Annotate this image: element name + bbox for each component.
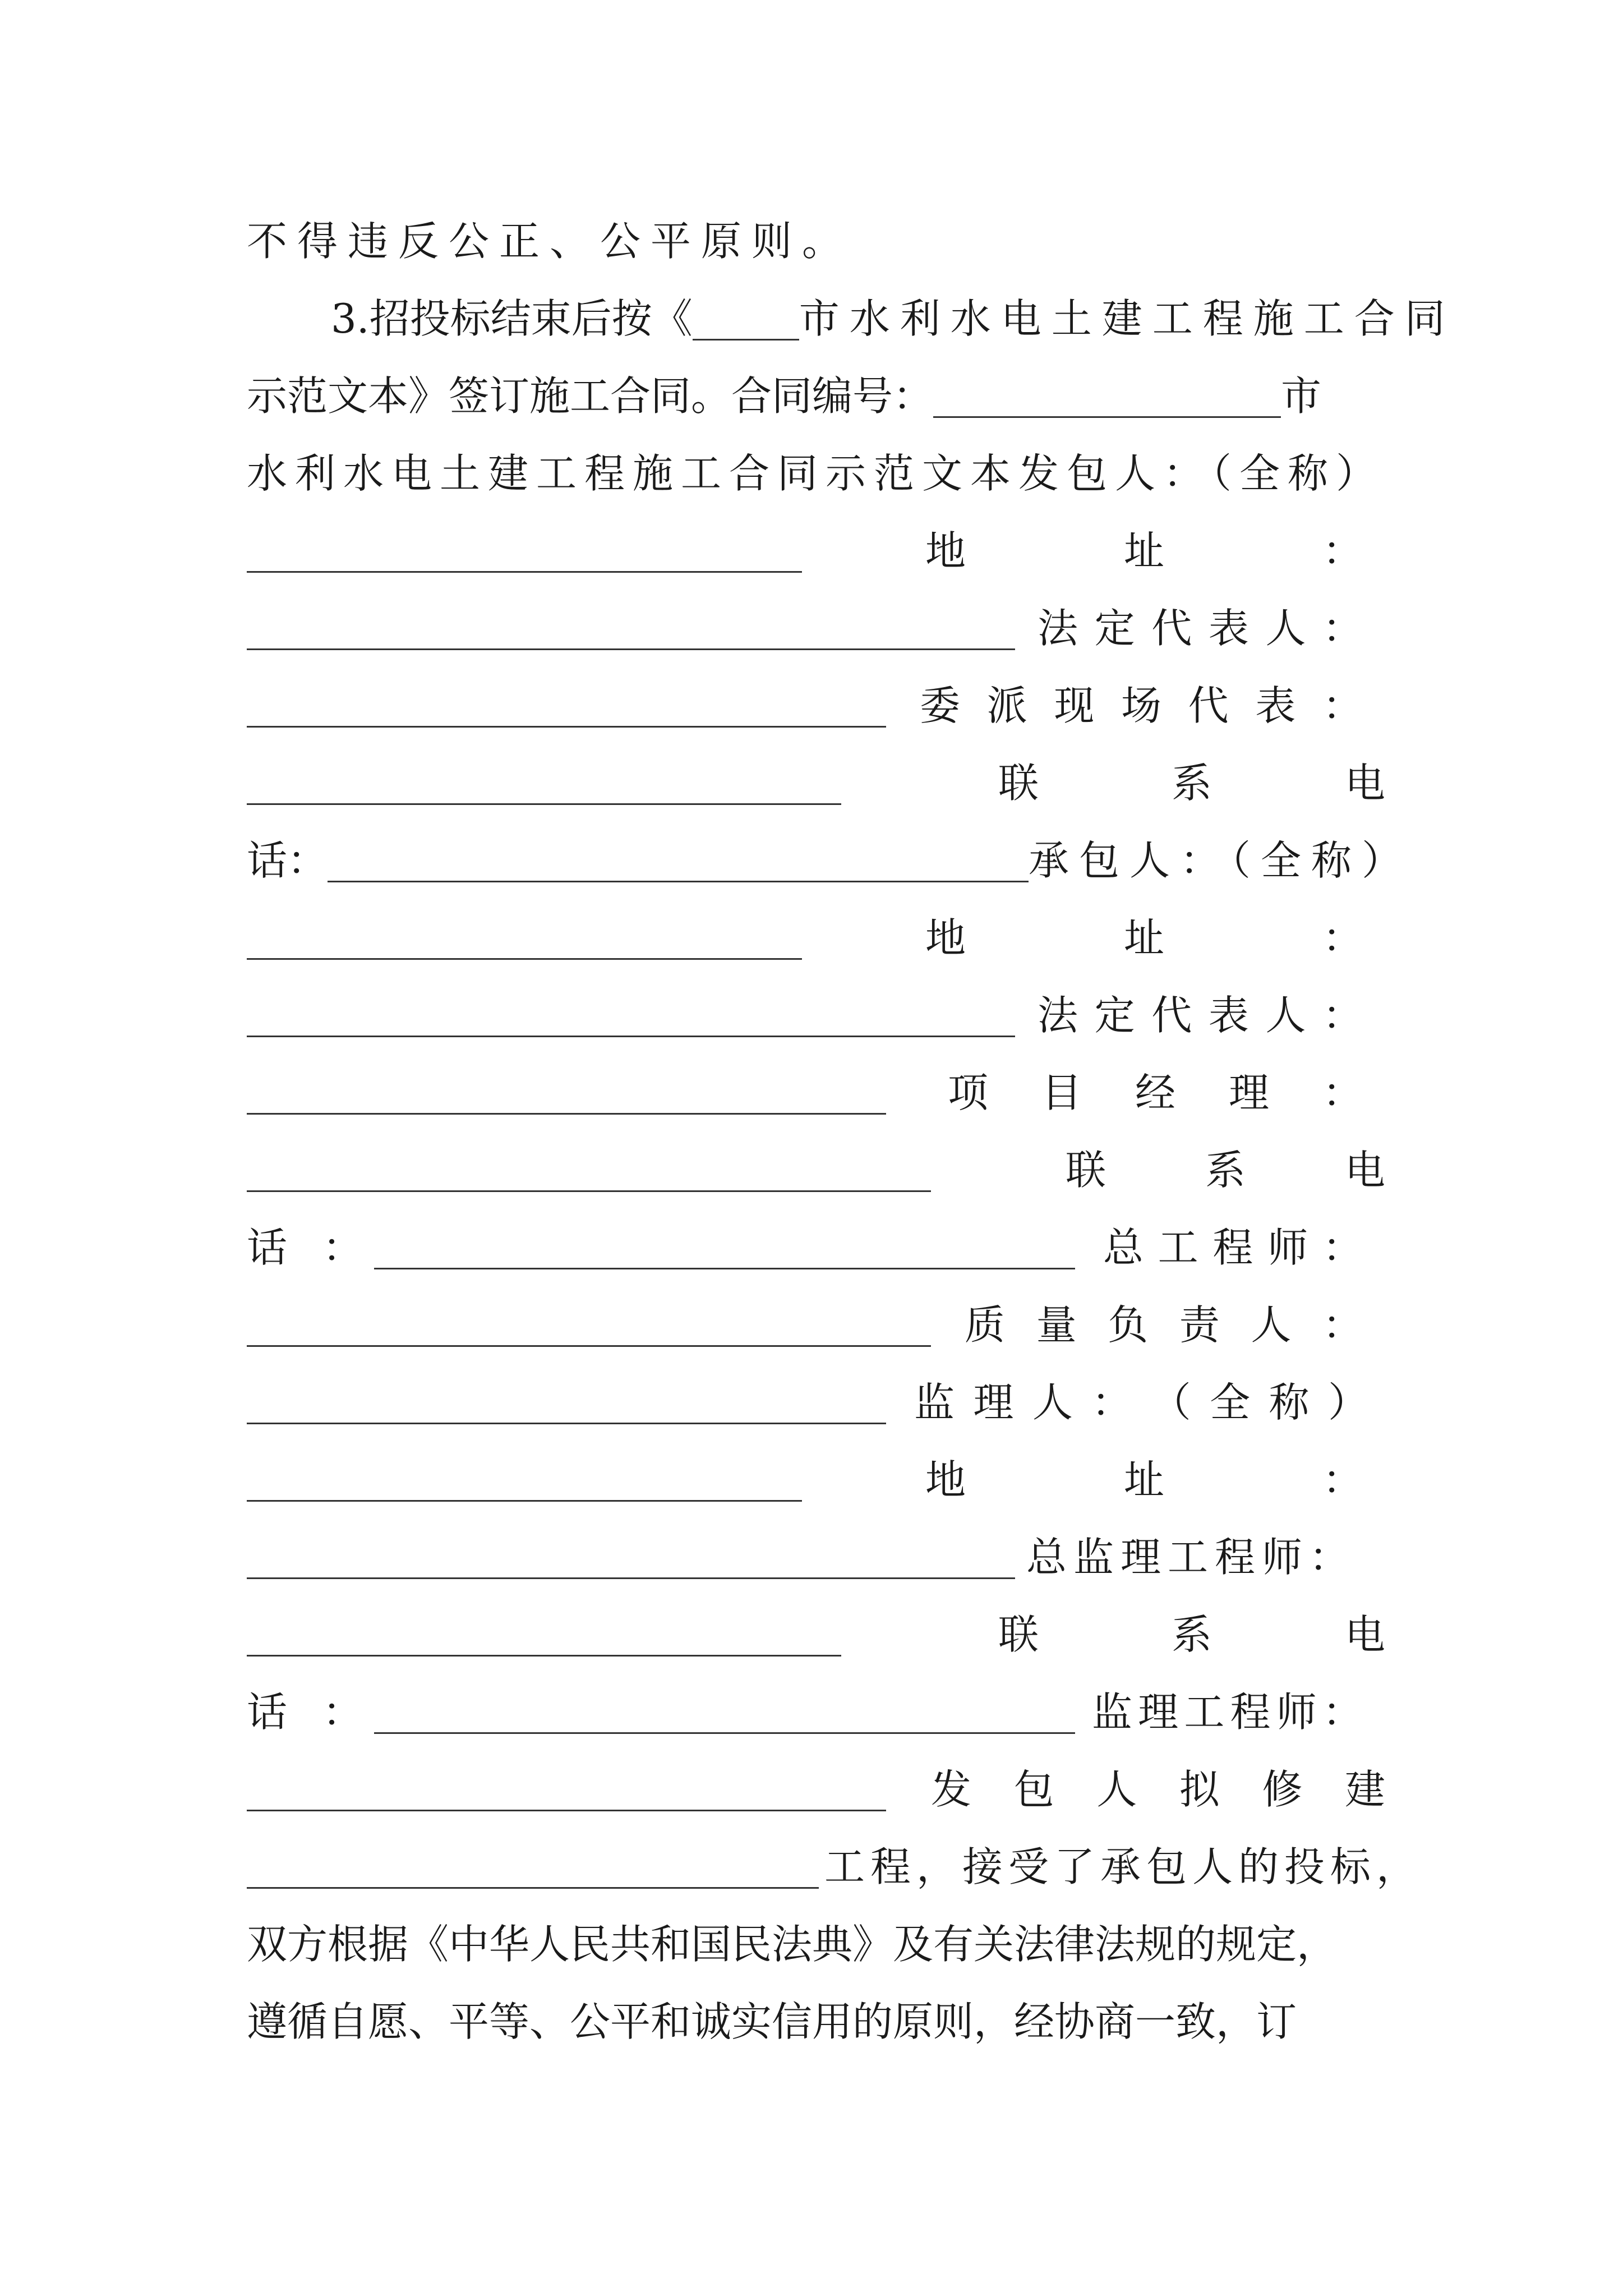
label-char: 理 <box>973 1379 1014 1426</box>
label-char: 程 <box>1212 1224 1253 1271</box>
text-line <box>247 1911 1385 1978</box>
label-char: 人 <box>1265 992 1306 1039</box>
label-char: 地 <box>925 527 966 574</box>
paragraph-text: 水利水电土建工程施工合同示范文本发包人：（全称） <box>247 450 1385 497</box>
label-char: 定 <box>1094 992 1135 1039</box>
label-char: 法 <box>1038 992 1078 1039</box>
contractor-name-blank[interactable] <box>247 924 802 960</box>
paragraph-text: 市水利水电土建工程施工合同 <box>799 295 1455 342</box>
label-char: 程 <box>1230 1688 1271 1736</box>
paragraph-text: 话 ： <box>247 1688 374 1736</box>
paragraph-text: 示范文本》签订施工合同。合同编号： <box>247 372 934 420</box>
label-char: 责 <box>1179 1301 1220 1349</box>
label-char: 修 <box>1262 1766 1303 1813</box>
employer-address-blank[interactable] <box>247 615 1015 650</box>
paragraph-text: 工程，接受了承包人的投标， <box>824 1843 1423 1890</box>
label-char: 项 <box>948 1069 989 1116</box>
label-char: 工 <box>1158 1224 1198 1271</box>
label-char: 地 <box>925 1456 966 1503</box>
label-char: 派 <box>986 682 1027 729</box>
label-char: 委 <box>920 682 961 729</box>
label-char: 监 <box>1091 1688 1132 1736</box>
supervising-engineer-blank[interactable] <box>247 1776 886 1811</box>
label-char: 质 <box>965 1301 1006 1349</box>
text-line <box>247 208 1385 275</box>
label-char: 址 <box>1123 527 1164 574</box>
label-char: 联 <box>998 1611 1039 1658</box>
label-char: 系 <box>1205 1147 1246 1194</box>
label-char: 负 <box>1108 1301 1149 1349</box>
label-char: 师 <box>1267 1224 1308 1271</box>
label-char: 表 <box>1255 682 1296 729</box>
text-line <box>247 1291 1385 1359</box>
employer-name-blank[interactable] <box>247 537 802 573</box>
label-char: 地 <box>925 914 966 961</box>
paragraph-text: 承包人：（全称） <box>1029 837 1413 884</box>
text-line <box>331 285 1455 352</box>
employer-legal-rep-blank[interactable] <box>247 692 886 728</box>
label-char: 发 <box>931 1766 972 1813</box>
label-char: ） <box>1327 1379 1368 1426</box>
label-char: 系 <box>1171 1611 1212 1658</box>
paragraph-text: 3.招投标结束后按《 <box>331 295 693 342</box>
text-line <box>247 1214 1385 1281</box>
paragraph-text: 双方根据《中华人民共和国民法典》及有关法律法规的规定， <box>247 1921 1338 1968</box>
employer-phone-blank[interactable] <box>328 847 1029 882</box>
label-char: ： <box>1322 605 1363 652</box>
text-line <box>247 362 1385 430</box>
text-line <box>247 440 1385 507</box>
label-char: ： <box>1091 1379 1132 1426</box>
label-char: 人 <box>1096 1766 1137 1813</box>
paragraph-text: 总监理工程师： <box>1026 1534 1357 1581</box>
paragraph-text: 话： <box>247 837 328 884</box>
label-char: 代 <box>1151 992 1192 1039</box>
label-char: ： <box>1322 992 1363 1039</box>
label-char: 师 <box>1276 1688 1317 1736</box>
text-line <box>247 672 1385 739</box>
label-char: ： <box>1322 1301 1363 1349</box>
text-line <box>247 1756 1385 1823</box>
label-char: ： <box>1322 527 1363 574</box>
text-line <box>247 827 1413 894</box>
fill-blank[interactable] <box>693 305 799 341</box>
label-char: 联 <box>998 760 1039 807</box>
label-char: 建 <box>1344 1766 1385 1813</box>
text-line <box>247 904 1385 972</box>
label-char: 电 <box>1344 760 1385 807</box>
label-char: 理 <box>1228 1069 1269 1116</box>
label-char: 表 <box>1208 605 1249 652</box>
label-char: （ <box>1150 1379 1191 1426</box>
label-char: 址 <box>1123 914 1164 961</box>
text-line <box>247 1601 1385 1668</box>
supervisor-address-blank[interactable] <box>247 1544 1015 1579</box>
label-char: 代 <box>1188 682 1229 729</box>
label-char: 人 <box>1251 1301 1292 1349</box>
project-name-blank[interactable] <box>247 1853 819 1889</box>
contractor-address-blank[interactable] <box>247 1002 1015 1037</box>
text-line <box>247 595 1385 662</box>
text-line <box>247 1988 1385 2055</box>
label-char: 量 <box>1036 1301 1077 1349</box>
project-manager-blank[interactable] <box>247 1157 931 1192</box>
employer-site-rep-blank[interactable] <box>247 770 841 805</box>
label-char: ： <box>1322 914 1363 961</box>
chief-supervisor-blank[interactable] <box>247 1621 841 1657</box>
label-char: ： <box>1322 1456 1363 1503</box>
text-line <box>247 1446 1385 1513</box>
label-char: ： <box>1322 682 1363 729</box>
label-char: 经 <box>1135 1069 1175 1116</box>
label-char: 人 <box>1265 605 1306 652</box>
supervisor-phone-blank[interactable] <box>374 1699 1075 1734</box>
contractor-legal-rep-blank[interactable] <box>247 1079 886 1115</box>
label-char: 系 <box>1171 760 1212 807</box>
text-line <box>247 1059 1385 1126</box>
label-char: ： <box>1322 1688 1363 1736</box>
label-char: 拟 <box>1179 1766 1220 1813</box>
label-char: 电 <box>1344 1611 1385 1658</box>
label-char: 监 <box>914 1379 955 1426</box>
text-line <box>247 1137 1385 1204</box>
label-char: 法 <box>1038 605 1078 652</box>
label-char: 称 <box>1269 1379 1310 1426</box>
text-line <box>247 749 1385 817</box>
label-char: 包 <box>1013 1766 1054 1813</box>
supervisor-name-blank[interactable] <box>247 1466 802 1502</box>
label-char: 全 <box>1210 1379 1251 1426</box>
label-char: 工 <box>1184 1688 1225 1736</box>
label-char: 理 <box>1138 1688 1179 1736</box>
label-char: 人 <box>1032 1379 1073 1426</box>
quality-manager-blank[interactable] <box>247 1389 886 1424</box>
paragraph-text: 遵循自愿、平等、公平和诚实信用的原则，经协商一致，订 <box>247 1998 1297 2045</box>
text-line <box>247 1833 1423 1901</box>
label-char: 场 <box>1121 682 1161 729</box>
label-char: ： <box>1322 1224 1363 1271</box>
label-char: 电 <box>1344 1147 1385 1194</box>
label-char: 现 <box>1054 682 1095 729</box>
paragraph-text: 不得违反公正、公平原则。 <box>247 218 853 265</box>
paragraph-text: 话 ： <box>247 1224 374 1271</box>
label-char: 联 <box>1066 1147 1106 1194</box>
label-char: ： <box>1322 1069 1363 1116</box>
label-char: 表 <box>1208 992 1249 1039</box>
text-line <box>247 1369 1385 1436</box>
text-line <box>247 1678 1385 1746</box>
text-line <box>247 517 1385 585</box>
contractor-phone-blank[interactable] <box>374 1234 1075 1269</box>
text-line <box>247 1524 1385 1591</box>
label-char: 目 <box>1041 1069 1082 1116</box>
label-char: 址 <box>1123 1456 1164 1503</box>
label-char: 定 <box>1094 605 1135 652</box>
label-char: 代 <box>1151 605 1192 652</box>
chief-engineer-blank[interactable] <box>247 1312 931 1347</box>
text-line <box>247 982 1385 1049</box>
paragraph-text: 市 <box>1281 372 1322 420</box>
contract-number-blank[interactable] <box>933 383 1281 418</box>
label-char: 总 <box>1103 1224 1144 1271</box>
